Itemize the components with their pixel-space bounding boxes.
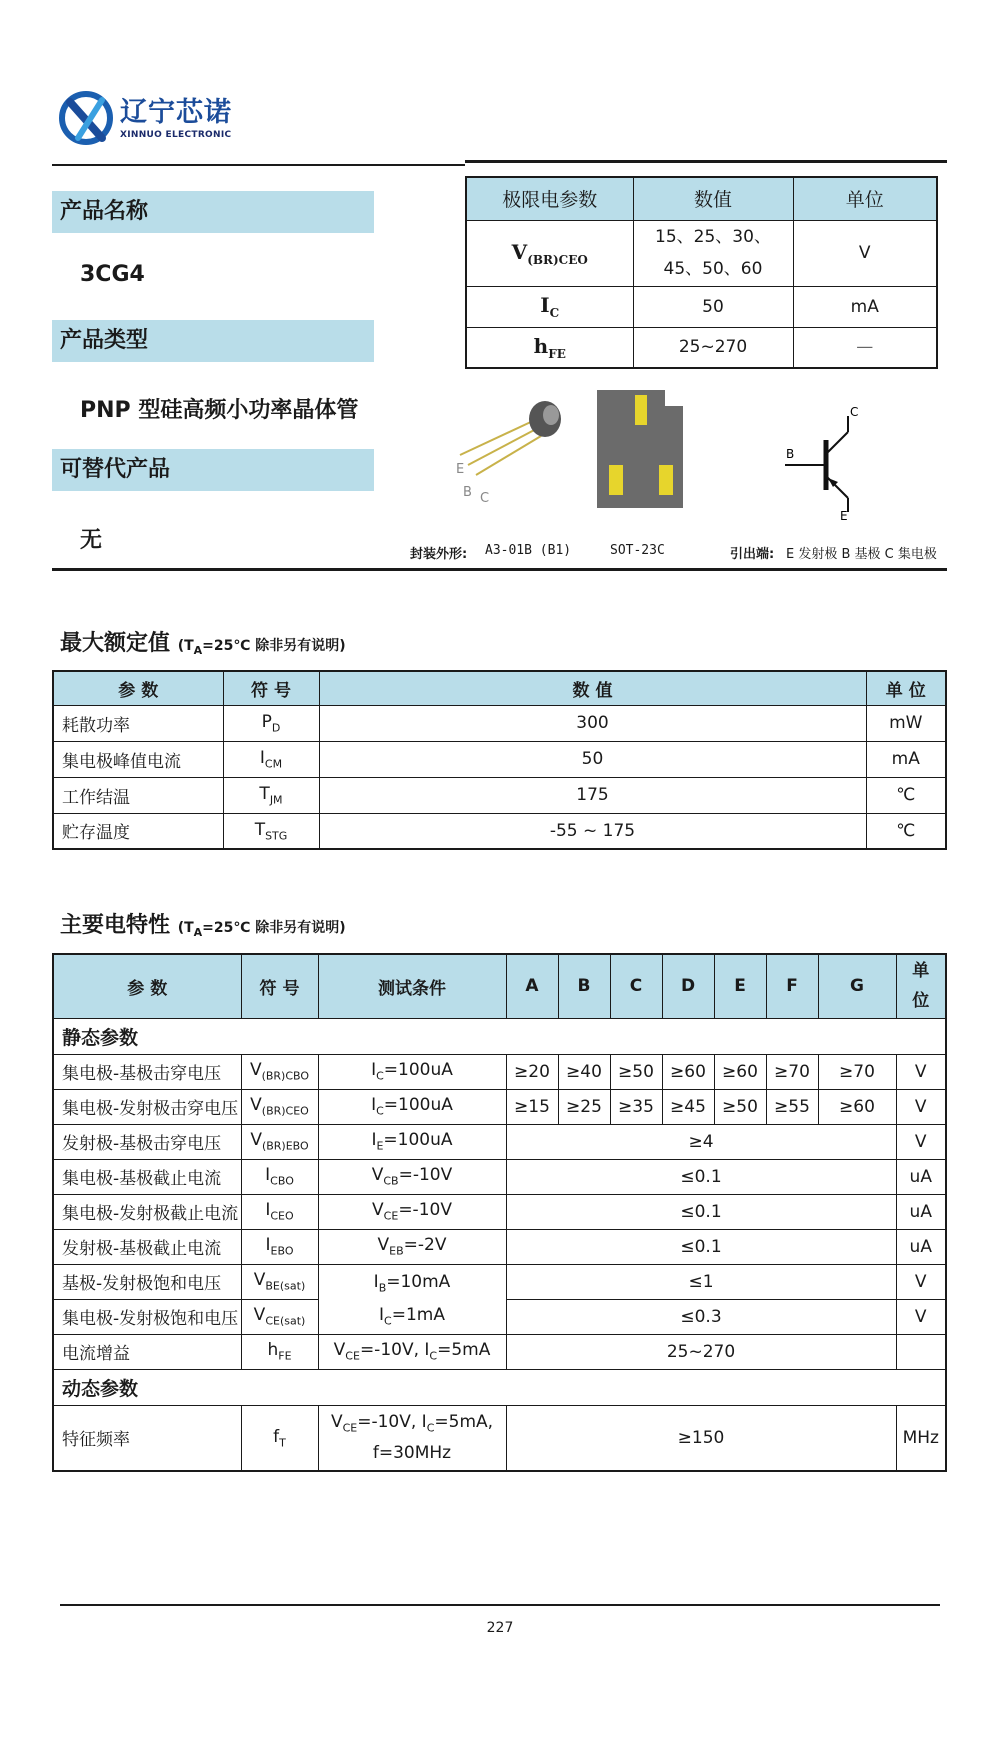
elec-grade-value: ≥70 xyxy=(766,1054,818,1089)
elec-symbol: $V_{BE(sat)}$ xyxy=(241,1264,318,1299)
elec-condition: $V_{EB}=-2V$ xyxy=(318,1229,506,1264)
max-value: 175 xyxy=(319,777,866,813)
limit-value: 50 xyxy=(633,286,793,327)
elec-condition: $I_E=100uA$ xyxy=(318,1124,506,1159)
table-row xyxy=(53,813,946,849)
limit-symbol: $h_{FE}$ xyxy=(466,327,633,368)
table-row xyxy=(53,1089,946,1124)
limit-value: 25~270 xyxy=(633,327,793,368)
elec-grade-value: ≥40 xyxy=(558,1054,610,1089)
elec-condition: $I_C=100uA$ xyxy=(318,1089,506,1124)
elec-value: 25~270 xyxy=(506,1334,896,1369)
elec-header-symbol: 符 号 xyxy=(241,954,318,1018)
limit-row-ic xyxy=(466,286,937,327)
elec-grade-value: ≥60 xyxy=(714,1054,766,1089)
table-row xyxy=(53,1334,946,1369)
elec-unit: V xyxy=(896,1264,946,1299)
max-header-param: 参 数 xyxy=(53,671,223,705)
elec-condition: $V_{CE}=-10V$, $I_C=5mA$, f=30MHz xyxy=(318,1405,506,1471)
table-row xyxy=(53,1194,946,1229)
header-rule-left xyxy=(52,164,465,166)
elec-param: 发射极-基极截止电流 xyxy=(53,1229,241,1264)
package-label: 封装外形: xyxy=(410,547,468,562)
elec-value: ≤0.3 xyxy=(506,1299,896,1334)
header-rule-right xyxy=(465,160,947,163)
table-row xyxy=(53,741,946,777)
pin-b-label: B xyxy=(463,485,472,500)
elec-unit: V xyxy=(896,1089,946,1124)
electrical-table xyxy=(52,953,947,1472)
elec-value: ≤0.1 xyxy=(506,1194,896,1229)
table-row xyxy=(53,1405,946,1471)
max-symbol: $I_{CM}$ xyxy=(223,741,319,777)
table-row xyxy=(53,777,946,813)
max-symbol: $P_D$ xyxy=(223,705,319,741)
elec-grade-value: ≥20 xyxy=(506,1054,558,1089)
max-header-unit: 单 位 xyxy=(866,671,946,705)
elec-unit: V xyxy=(896,1299,946,1334)
limit-header-row xyxy=(466,177,937,220)
transistor-symbol-icon xyxy=(780,402,880,522)
max-ratings-condition: ($T_A=25℃$ 除非另有说明) xyxy=(177,638,346,657)
section-rule xyxy=(52,568,947,571)
grade-c: C xyxy=(610,954,662,1018)
limit-header-value: 数值 xyxy=(633,177,793,220)
elec-value: ≥150 xyxy=(506,1405,896,1471)
table-row xyxy=(53,1264,946,1299)
elec-param: 集电极-基极击穿电压 xyxy=(53,1054,241,1089)
limit-header-param: 极限电参数 xyxy=(466,177,633,220)
product-type-label: 产品类型 xyxy=(52,320,374,362)
limit-params-table xyxy=(465,176,938,369)
page-number: 227 xyxy=(486,1620,514,1636)
limit-row-vbrceo xyxy=(466,220,937,286)
max-ratings-table xyxy=(52,670,947,850)
max-param: 集电极峰值电流 xyxy=(53,741,223,777)
package-sot23: SOT-23C xyxy=(610,543,665,558)
elec-symbol: $h_{FE}$ xyxy=(241,1334,318,1369)
elec-grade-value: ≥35 xyxy=(610,1089,662,1124)
limit-value: 15、25、30、 45、50、60 xyxy=(633,220,793,286)
replacement-label: 可替代产品 xyxy=(52,449,374,491)
elec-grade-value: ≥60 xyxy=(818,1089,896,1124)
symbol-b-label: B xyxy=(786,447,795,461)
pinout-label: 引出端: xyxy=(730,547,775,562)
elec-grade-value: ≥50 xyxy=(714,1089,766,1124)
elec-header-param: 参 数 xyxy=(53,954,241,1018)
limit-unit: V xyxy=(793,220,937,286)
max-value: -55 ~ 175 xyxy=(319,813,866,849)
product-type-value: PNP 型硅高频小功率晶体管 xyxy=(80,398,359,423)
elec-header-row xyxy=(53,954,946,1018)
symbol-c-label: C xyxy=(850,405,859,419)
elec-condition: $I_C=100uA$ xyxy=(318,1054,506,1089)
elec-grade-value: ≥50 xyxy=(610,1054,662,1089)
max-symbol: $T_{STG}$ xyxy=(223,813,319,849)
table-row xyxy=(53,1054,946,1089)
table-row xyxy=(53,1229,946,1264)
elec-param: 集电极-发射极饱和电压 xyxy=(53,1299,241,1334)
elec-param: 电流增益 xyxy=(53,1334,241,1369)
elec-unit: uA xyxy=(896,1194,946,1229)
max-header-symbol: 符 号 xyxy=(223,671,319,705)
limit-symbol: $I_C$ xyxy=(466,286,633,327)
elec-param: 集电极-发射极击穿电压 xyxy=(53,1089,241,1124)
elec-symbol: $f_T$ xyxy=(241,1405,318,1471)
elec-unit: MHz xyxy=(896,1405,946,1471)
logo-name-en: XINNUO ELECTRONIC xyxy=(120,130,232,140)
table-row xyxy=(53,1159,946,1194)
symbol-e-label: E xyxy=(840,509,848,522)
elec-symbol: $V_{(BR)CEO}$ xyxy=(241,1089,318,1124)
elec-param: 发射极-基极击穿电压 xyxy=(53,1124,241,1159)
max-unit: ℃ xyxy=(866,777,946,813)
sot23-package-image xyxy=(597,390,683,508)
elec-symbol: $I_{CEO}$ xyxy=(241,1194,318,1229)
max-header-value: 数 值 xyxy=(319,671,866,705)
max-unit: mA xyxy=(866,741,946,777)
max-header-row xyxy=(53,671,946,705)
elec-condition: $V_{CB}=-10V$ xyxy=(318,1159,506,1194)
elec-condition: $I_B=10mA$ $I_C=1mA$ xyxy=(318,1264,506,1334)
elec-header-condition: 测试条件 xyxy=(318,954,506,1018)
elec-symbol: $I_{EBO}$ xyxy=(241,1229,318,1264)
max-unit: mW xyxy=(866,705,946,741)
elec-unit xyxy=(896,1334,946,1369)
elec-grade-value: ≥15 xyxy=(506,1089,558,1124)
static-group-row xyxy=(53,1018,946,1054)
max-param: 工作结温 xyxy=(53,777,223,813)
limit-unit: mA xyxy=(793,286,937,327)
elec-value: ≤0.1 xyxy=(506,1159,896,1194)
elec-title: 主要电特性 ($T_A=25℃$ 除非另有说明) xyxy=(60,913,346,939)
logo-mark-icon xyxy=(58,88,118,148)
elec-grade-value: ≥45 xyxy=(662,1089,714,1124)
dynamic-params-label: 动态参数 xyxy=(53,1369,946,1405)
elec-grade-value: ≥25 xyxy=(558,1089,610,1124)
elec-grade-value: ≥55 xyxy=(766,1089,818,1124)
grade-a: A xyxy=(506,954,558,1018)
dynamic-group-row xyxy=(53,1369,946,1405)
max-param: 耗散功率 xyxy=(53,705,223,741)
limit-unit: — xyxy=(793,327,937,368)
elec-param: 特征频率 xyxy=(53,1405,241,1471)
elec-param: 集电极-发射极截止电流 xyxy=(53,1194,241,1229)
max-value: 300 xyxy=(319,705,866,741)
table-row xyxy=(53,705,946,741)
product-name-value: 3CG4 xyxy=(80,262,145,287)
elec-unit: V xyxy=(896,1054,946,1089)
max-ratings-title: 最大额定值 ($T_A=25℃$ 除非另有说明) xyxy=(60,631,346,657)
package-a3: A3-01B (B1) xyxy=(485,543,572,558)
elec-grade-value: ≥70 xyxy=(818,1054,896,1089)
elec-header-unit: 单 位 xyxy=(896,954,946,1018)
elec-condition: ($T_A=25℃$ 除非另有说明) xyxy=(177,920,346,939)
elec-symbol: $V_{(BR)EBO}$ xyxy=(241,1124,318,1159)
max-param: 贮存温度 xyxy=(53,813,223,849)
table-row xyxy=(53,1124,946,1159)
limit-row-hfe xyxy=(466,327,937,368)
elec-condition: $V_{CE}=-10V$, $I_C=5mA$ xyxy=(318,1334,506,1369)
elec-param: 集电极-基极截止电流 xyxy=(53,1159,241,1194)
limit-symbol: $V_{(BR)CEO}$ xyxy=(466,220,633,286)
pinout-desc: E 发射极 B 基极 C 集电极 xyxy=(786,547,937,562)
max-symbol: $T_{JM}$ xyxy=(223,777,319,813)
max-value: 50 xyxy=(319,741,866,777)
elec-unit: uA xyxy=(896,1229,946,1264)
limit-header-unit: 单位 xyxy=(793,177,937,220)
grade-b: B xyxy=(558,954,610,1018)
elec-grade-value: ≥60 xyxy=(662,1054,714,1089)
replacement-value: 无 xyxy=(80,528,103,553)
elec-symbol: $V_{CE(sat)}$ xyxy=(241,1299,318,1334)
max-unit: ℃ xyxy=(866,813,946,849)
elec-value: ≤1 xyxy=(506,1264,896,1299)
logo-name-cn: 辽宁芯诺 xyxy=(120,97,232,128)
elec-value: ≤0.1 xyxy=(506,1229,896,1264)
product-name-label: 产品名称 xyxy=(52,191,374,233)
elec-param: 基极-发射极饱和电压 xyxy=(53,1264,241,1299)
pin-e-label: E xyxy=(456,462,465,477)
static-params-label: 静态参数 xyxy=(53,1018,946,1054)
grade-d: D xyxy=(662,954,714,1018)
elec-condition: $V_{CE}=-10V$ xyxy=(318,1194,506,1229)
company-logo xyxy=(58,82,258,162)
grade-e: E xyxy=(714,954,766,1018)
to92-package-image xyxy=(450,395,570,515)
elec-unit: uA xyxy=(896,1159,946,1194)
elec-unit: V xyxy=(896,1124,946,1159)
pin-c-label: C xyxy=(480,491,490,506)
elec-value: ≥4 xyxy=(506,1124,896,1159)
elec-symbol: $I_{CBO}$ xyxy=(241,1159,318,1194)
footer-rule xyxy=(60,1604,940,1606)
grade-f: F xyxy=(766,954,818,1018)
elec-symbol: $V_{(BR)CBO}$ xyxy=(241,1054,318,1089)
grade-g: G xyxy=(818,954,896,1018)
